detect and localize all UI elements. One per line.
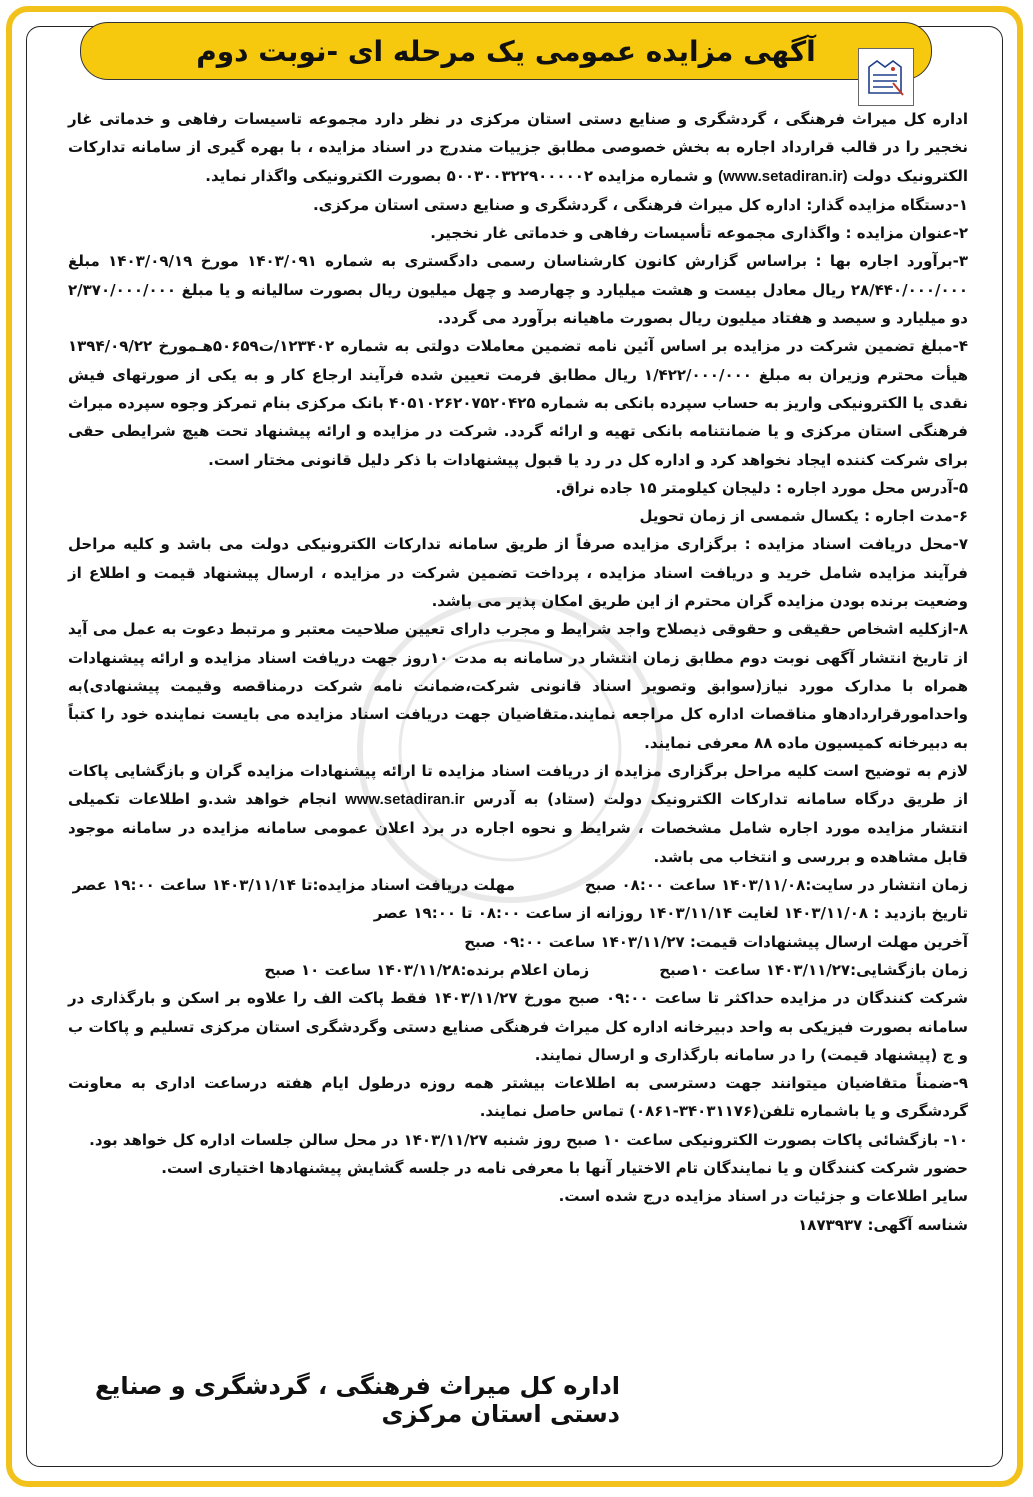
- submission-paragraph: شرکت کنندگان در مزایده حداکثر تا ساعت ۰۹:۰۰ صبح مورخ ۱۴۰۳/۱۱/۲۷ فقط پاکت الف را علاوه بر اسکن و بارگذاری در سامانه بصورت فیزیکی به واحد دبیرخانه اداره کل میراث فرهنگی صنایع دستی وگردشگری استان مرکزی تسلیم و پاکات ب و ج (پیشنهاد قیمت) را در سامانه بارگذاری و ارسال نمایند.: [68, 989, 969, 1064]
- date-row-opening: [68, 956, 968, 984]
- ad-title: آگهی مزایده عمومی یک مرحله ای -نوبت دوم: [196, 34, 816, 68]
- intro-text: اداره کل میراث فرهنگی ، گردشگری و صنایع دستی استان مرکزی در نظر دارد مجموعه تاسیسات رفاهی و خدماتی غار نخجیر را در قالب قرارداد اجاره به بخش خصوصی مطابق جزییات مندرج در اسناد مزایده ، با بهره گیری از سامانه تدارکات الکترونیک دولت: [68, 110, 968, 185]
- setad-url: (www.setadiran.ir): [718, 167, 848, 185]
- item-8: ۸-ازکلیه اشخاص حقیقی و حقوقی ذیصلاح واجد شرایط و مجرب دارای تعیین صلاحیت معتبر و مرتبط دعوت به عمل می آید از تاریخ انتشار آگهی نوبت دوم مطابق زمان انتشار در سامانه به مدت ۱۰روز جهت دریافت اسناد مزایده و ارائه پیشنهادات همراه با مدارک مورد نیاز(سوابق وتصویر اسناد قانونی شرکت،ضمانت نامه شرکت درمناقصه وقیمت پیشنهادی)به واحدامورقراردادهاو مناقصات اداره کل مراجعه نمایند.متقاضیان جهت دریافت اسناد مزایده می بایست نماینده خود را کتباً به دبیرخانه کمیسیون ماده ۸۸ معرفی نمایند.: [68, 620, 969, 752]
- setad-url-2: www.setadiran.ir: [345, 791, 465, 809]
- item-5: ۵-آدرس محل مورد اجاره : دلیجان کیلومتر ۱۵ جاده نراق.: [555, 478, 968, 497]
- item-2: ۲-عنوان مزایده : واگذاری مجموعه تأسیسات رفاهی و خدماتی غار نخجیر.: [430, 224, 968, 243]
- date-row-visit: [68, 899, 968, 927]
- item-7: ۷-محل دریافت اسناد مزایده : برگزاری مزایده صرفاً از طریق سامانه تدارکات الکترونیکی دولت می باشد و کلیه مراحل فرآیند مزایده شامل خرید و دریافت اسناد مزایده ، پرداخت تضمین شرکت در مزایده ، ارسال پیشنهاد قیمت و اطلاع از وضعیت برنده بودن مزایده گران محترم از این طریق امکان پذیر می باشد.: [68, 535, 968, 611]
- title-banner: [80, 22, 932, 80]
- bid-deadline: آخرین مهلت ارسال پیشنهادات قیمت: ۱۴۰۳/۱۱/۲۷ ساعت ۰۹:۰۰ صبح: [464, 932, 968, 951]
- item-6: ۶-مدت اجاره : یکسال شمسی از زمان تحویل: [639, 507, 968, 526]
- ad-body: [68, 105, 968, 1239]
- item-3: ۳-برآورد اجاره بها : براساس گزارش کانون کارشناسان رسمی دادگستری به شماره ۱۴۰۳/۰۹۱ مورخ ۱۴۰۳/۰۹/۱۹ مبلغ ۲۸/۴۴۰/۰۰۰/۰۰۰ ریال معادل بیست و هشت میلیارد و چهارصد و چهل میلیون ریال بصورت سالیانه و یا مبلغ ۲/۳۷۰/۰۰۰/۰۰۰ دو میلیارد و سیصد و هفتاد میلیون ریال بصورت ماهیانه برآورد می گردد.: [68, 252, 968, 328]
- intro-paragraph: [68, 105, 968, 191]
- presence-paragraph: حضور شرکت کنندگان و یا نمایندگان تام الاختیار آنها با معرفی نامه در جلسه گشایش پیشنهادها اختیاری است.: [161, 1158, 968, 1177]
- opening-date: زمان بازگشایی:۱۴۰۳/۱۱/۲۷ ساعت ۱۰صبح: [659, 960, 968, 979]
- note-text-end: انجام خواهد شد.و اطلاعات تکمیلی انتشار مزایده مورد اجاره شامل مشخصات ، شرایط و نحوه اجاره در برد اعلان عمومی سامانه مزایده در سامانه موجود قابل مشاهده و بررسی و انتخاب می باشد.: [68, 790, 968, 866]
- docs-deadline: مهلت دریافت اسناد مزایده:تا ۱۴۰۳/۱۱/۱۴ ساعت ۱۹:۰۰ عصر: [72, 876, 515, 895]
- dates-block: [68, 871, 968, 984]
- item-10: ۱۰- بازگشائی پاکات بصورت الکترونیکی ساعت ۱۰ صبح روز شنبه ۱۴۰۳/۱۱/۲۷ در محل سالن جلسات اداره کل خواهد بود.: [89, 1130, 968, 1149]
- intro-text-end: و شماره مزایده ۵۰۰۳۰۰۳۲۲۹۰۰۰۰۰۲ بصورت الکترونیکی واگذار نماید.: [205, 166, 713, 185]
- ad-id: شناسه آگهی: ۱۸۷۳۹۳۷: [798, 1215, 968, 1234]
- visit-date: تاریخ بازدید : ۱۴۰۳/۱۱/۰۸ لغایت ۱۴۰۳/۱۱/۱۴ روزانه از ساعت ۰۸:۰۰ تا ۱۹:۰۰ عصر: [373, 904, 968, 923]
- note-paragraph: [68, 757, 968, 871]
- item-9: ۹-ضمناً متقاضیان میتوانند جهت دسترسی به اطلاعات بیشتر همه روزه درطول ایام هفته درساعت اداری به معاونت گردشگری و یا باشماره تلفن(۳۴۰۳۱۱۷۶-۰۸۶۱) تماس حاصل نمایند.: [68, 1074, 968, 1121]
- issuer-signature: اداره کل میراث فرهنگی ، گردشگری و صنایع دستی استان مرکزی: [95, 1372, 620, 1428]
- date-row-bid: [68, 928, 968, 956]
- note-text: لازم به توضیح است کلیه مراحل برگزاری مزایده از دریافت اسناد مزایده تا ارائه پیشنهادات مزایده گران و بازگشایی پاکات از طریق درگاه سامانه تدارکات الکترونیک دولت (ستاد) به آدرس: [68, 761, 968, 809]
- item-1: ۱-دستگاه مزایده گذار: اداره کل میراث فرهنگی ، گردشگری و صنایع دستی استان مرکزی.: [312, 195, 968, 214]
- date-row-publish: [68, 871, 968, 899]
- item-4: ۴-مبلغ تضمین شرکت در مزایده بر اساس آئین نامه تضمین معاملات دولتی به شماره ۱۲۳۴۰۲/ت۵۰۶۵۹هـمورخ ۱۳۹۴/۰۹/۲۲ هیأت محترم وزیران به مبلغ ۱/۴۲۲/۰۰۰/۰۰۰ ریال مطابق فرمت تعیین شده فرآیند ارجاع کار و به یکی از صورتهای فیش نقدی یا الکترونیکی واریز به حساب سپرده بانکی به شماره ۴۰۵۱۰۲۶۲۰۷۵۲۰۴۲۵ بانک مرکزی بنام تمرکز وجوه سپرده میراث فرهنگی استان مرکزی و یا ضمانتنامه بانکی تهیه و ارائه گردد. شرکت در مزایده و ارائه پیشنهاد تحت هیچ شرایطی حقی برای شرکت کننده ایجاد نخواهد کرد و اداره کل در رد یا قبول پیشنهادات با ذکر دلیل قانونی مختار است.: [68, 337, 969, 469]
- winner-date: زمان اعلام برنده:۱۴۰۳/۱۱/۲۸ ساعت ۱۰ صبح: [264, 960, 590, 979]
- cultural-heritage-logo-icon: [858, 48, 914, 106]
- other-info: سایر اطلاعات و جزئیات در اسناد مزایده درج شده است.: [558, 1187, 968, 1206]
- publish-date: زمان انتشار در سایت:۱۴۰۳/۱۱/۰۸ ساعت ۰۸:۰۰ صبح: [584, 876, 968, 895]
